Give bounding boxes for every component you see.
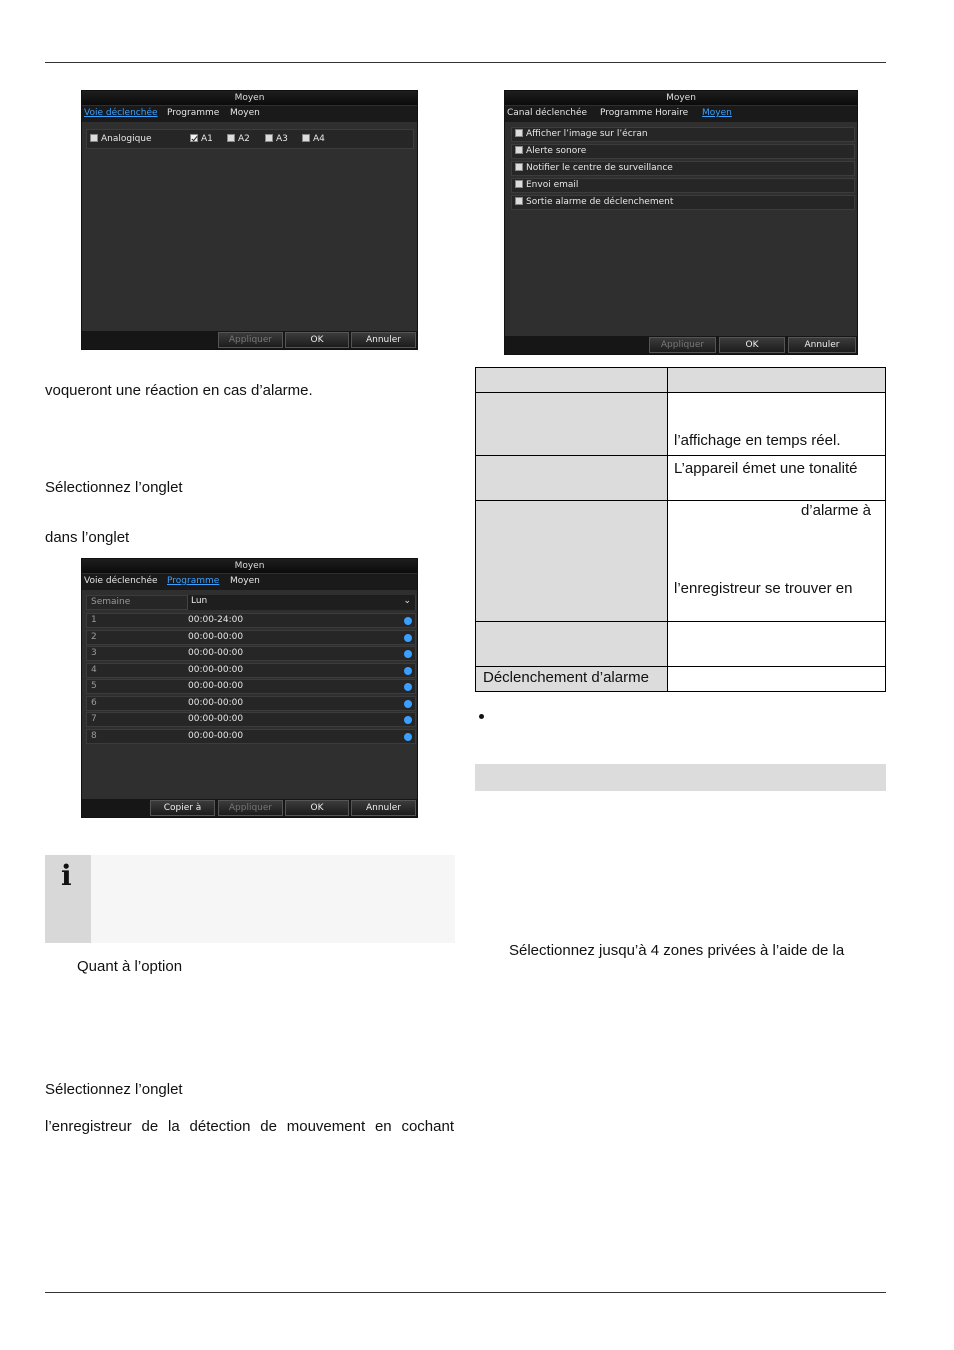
schedule-index: 1 [91, 615, 97, 625]
schedule-time: 00:00-00:00 [188, 681, 244, 691]
option-label: Afficher l’image sur l’écran [526, 129, 648, 139]
channel-a2-checkbox[interactable] [227, 130, 250, 148]
table-text: l’affichage en temps réel. [674, 432, 841, 449]
body-text: voqueront une réaction en cas d’alarme. [45, 382, 313, 399]
table-cell-right [667, 621, 886, 667]
schedule-index: 8 [91, 730, 97, 741]
schedule-row[interactable] [86, 630, 416, 645]
schedule-row[interactable] [86, 696, 416, 711]
table-cell-right [667, 500, 886, 622]
copy-to-button[interactable]: Copier à [150, 800, 215, 816]
table-text: l’enregistreur se trouver en [674, 580, 853, 597]
schedule-time: 00:00-24:00 [188, 615, 244, 625]
tab-action[interactable]: Moyen [230, 108, 260, 118]
header-rule [45, 62, 886, 63]
body-text: Sélectionnez jusqu’à 4 zones privées à l’aide de la [509, 942, 845, 959]
tab-action[interactable]: Moyen [702, 108, 732, 118]
option-label: Envoi email [526, 180, 579, 190]
ok-button[interactable]: OK [285, 332, 349, 348]
option-row[interactable] [511, 144, 855, 159]
table-cell-left [475, 666, 668, 692]
schedule-time: 00:00-00:00 [188, 664, 244, 675]
bullet-dot [479, 714, 484, 719]
dvr-tabs [82, 106, 417, 122]
week-selector-row [86, 595, 416, 610]
schedule-index: 6 [91, 697, 97, 708]
option-row[interactable] [511, 195, 855, 210]
cancel-button[interactable]: Annuler [351, 332, 416, 348]
schedule-row[interactable] [86, 646, 416, 661]
schedule-row[interactable] [86, 712, 416, 727]
body-text: l’enregistreur de la détection de mouvement en cochant [45, 1118, 454, 1135]
channel-a3-checkbox[interactable] [265, 130, 288, 148]
channel-a4-checkbox[interactable] [302, 130, 325, 148]
tab-schedule[interactable]: Programme [167, 108, 220, 118]
schedule-time: 00:00-00:00 [188, 631, 244, 642]
option-label: Alerte sonore [526, 146, 587, 156]
info-icon: i [61, 859, 72, 892]
dvr-action-panel [504, 90, 858, 355]
table-cell-right [667, 392, 886, 456]
schedule-index: 2 [91, 631, 97, 642]
dvr-schedule-panel [81, 558, 418, 818]
table-cell-left [475, 392, 668, 456]
channel-a1-checkbox[interactable] [190, 130, 213, 148]
ok-button[interactable]: OK [719, 337, 785, 353]
edit-schedule-icon[interactable] [404, 650, 412, 658]
dvr-title: Moyen [82, 559, 417, 573]
tab-trigger-channel[interactable]: Voie déclenchée [84, 576, 158, 586]
dvr-trigger-channel-panel [81, 90, 418, 350]
option-row[interactable] [511, 178, 855, 193]
cancel-button[interactable]: Annuler [788, 337, 856, 353]
option-row[interactable] [511, 127, 855, 142]
tab-trigger-channel[interactable]: Voie déclenchée [84, 108, 158, 118]
tab-schedule[interactable]: Programme [167, 576, 220, 586]
table-header-right [667, 367, 886, 393]
body-text: dans l’onglet [45, 529, 130, 546]
footer-rule [45, 1292, 886, 1293]
channel-a3-label: A3 [276, 134, 288, 144]
apply-button[interactable]: Appliquer [649, 337, 716, 353]
edit-schedule-icon[interactable] [404, 733, 412, 741]
analog-label: Analogique [101, 134, 152, 144]
channel-a1-label: A1 [201, 134, 213, 144]
schedule-time: 00:00-00:00 [188, 648, 244, 658]
info-box [45, 855, 455, 943]
dvr-footer [82, 799, 417, 817]
channel-row [86, 129, 414, 149]
dvr-title: Moyen [505, 91, 857, 105]
schedule-time: 00:00-00:00 [188, 714, 244, 724]
dvr-footer [505, 336, 857, 354]
apply-button[interactable]: Appliquer [218, 332, 283, 348]
option-label: Sortie alarme de déclenchement [526, 197, 674, 207]
dvr-tabs [82, 574, 417, 590]
body-text: Sélectionnez l’onglet [45, 1081, 183, 1098]
apply-button[interactable]: Appliquer [218, 800, 283, 816]
schedule-time: 00:00-00:00 [188, 697, 244, 708]
schedule-row[interactable] [86, 679, 416, 694]
dvr-tabs [505, 106, 857, 122]
schedule-index: 4 [91, 664, 97, 675]
day-value: Lun [191, 596, 208, 606]
week-label: Semaine [91, 597, 131, 607]
table-header-left [475, 367, 668, 393]
schedule-index: 5 [91, 681, 97, 691]
schedule-row[interactable] [86, 663, 416, 678]
edit-schedule-icon[interactable] [404, 683, 412, 691]
analog-checkbox[interactable] [90, 134, 152, 144]
schedule-index: 7 [91, 714, 97, 724]
cancel-button[interactable]: Annuler [351, 800, 416, 816]
chevron-down-icon: ⌄ [403, 596, 411, 606]
schedule-time: 00:00-00:00 [188, 730, 244, 741]
schedule-row[interactable] [86, 729, 416, 744]
ok-button[interactable]: OK [285, 800, 349, 816]
option-row[interactable] [511, 161, 855, 176]
table-cell-right [667, 666, 886, 692]
table-cell-right [667, 455, 886, 501]
tab-trigger-channel[interactable]: Canal déclenchée [507, 108, 588, 118]
schedule-index: 3 [91, 648, 97, 658]
edit-schedule-icon[interactable] [404, 667, 412, 675]
edit-schedule-icon[interactable] [404, 716, 412, 724]
table-cell-left [475, 455, 668, 501]
channel-a4-label: A4 [313, 134, 325, 144]
table-text: d’alarme à [800, 502, 871, 519]
table-cell-left [475, 621, 668, 667]
edit-schedule-icon[interactable] [404, 617, 412, 625]
edit-schedule-icon[interactable] [404, 700, 412, 708]
channel-a2-label: A2 [238, 134, 250, 144]
table-cell-left [475, 500, 668, 622]
edit-schedule-icon[interactable] [404, 634, 412, 642]
section-heading-bar [475, 764, 886, 791]
option-label: Notifier le centre de surveillance [526, 163, 673, 173]
info-icon-column [45, 855, 91, 943]
dvr-title: Moyen [82, 91, 417, 105]
table-text: Déclenchement d’alarme [483, 669, 649, 686]
body-text: Quant à l’option [77, 958, 183, 975]
table-text: L’appareil émet une tonalité [674, 460, 858, 477]
body-text: Sélectionnez l’onglet [45, 479, 183, 496]
dvr-footer [82, 331, 417, 349]
day-select[interactable] [187, 595, 415, 610]
tab-action[interactable]: Moyen [230, 576, 260, 586]
schedule-row[interactable] [86, 613, 416, 628]
tab-schedule[interactable]: Programme Horaire [600, 108, 689, 118]
